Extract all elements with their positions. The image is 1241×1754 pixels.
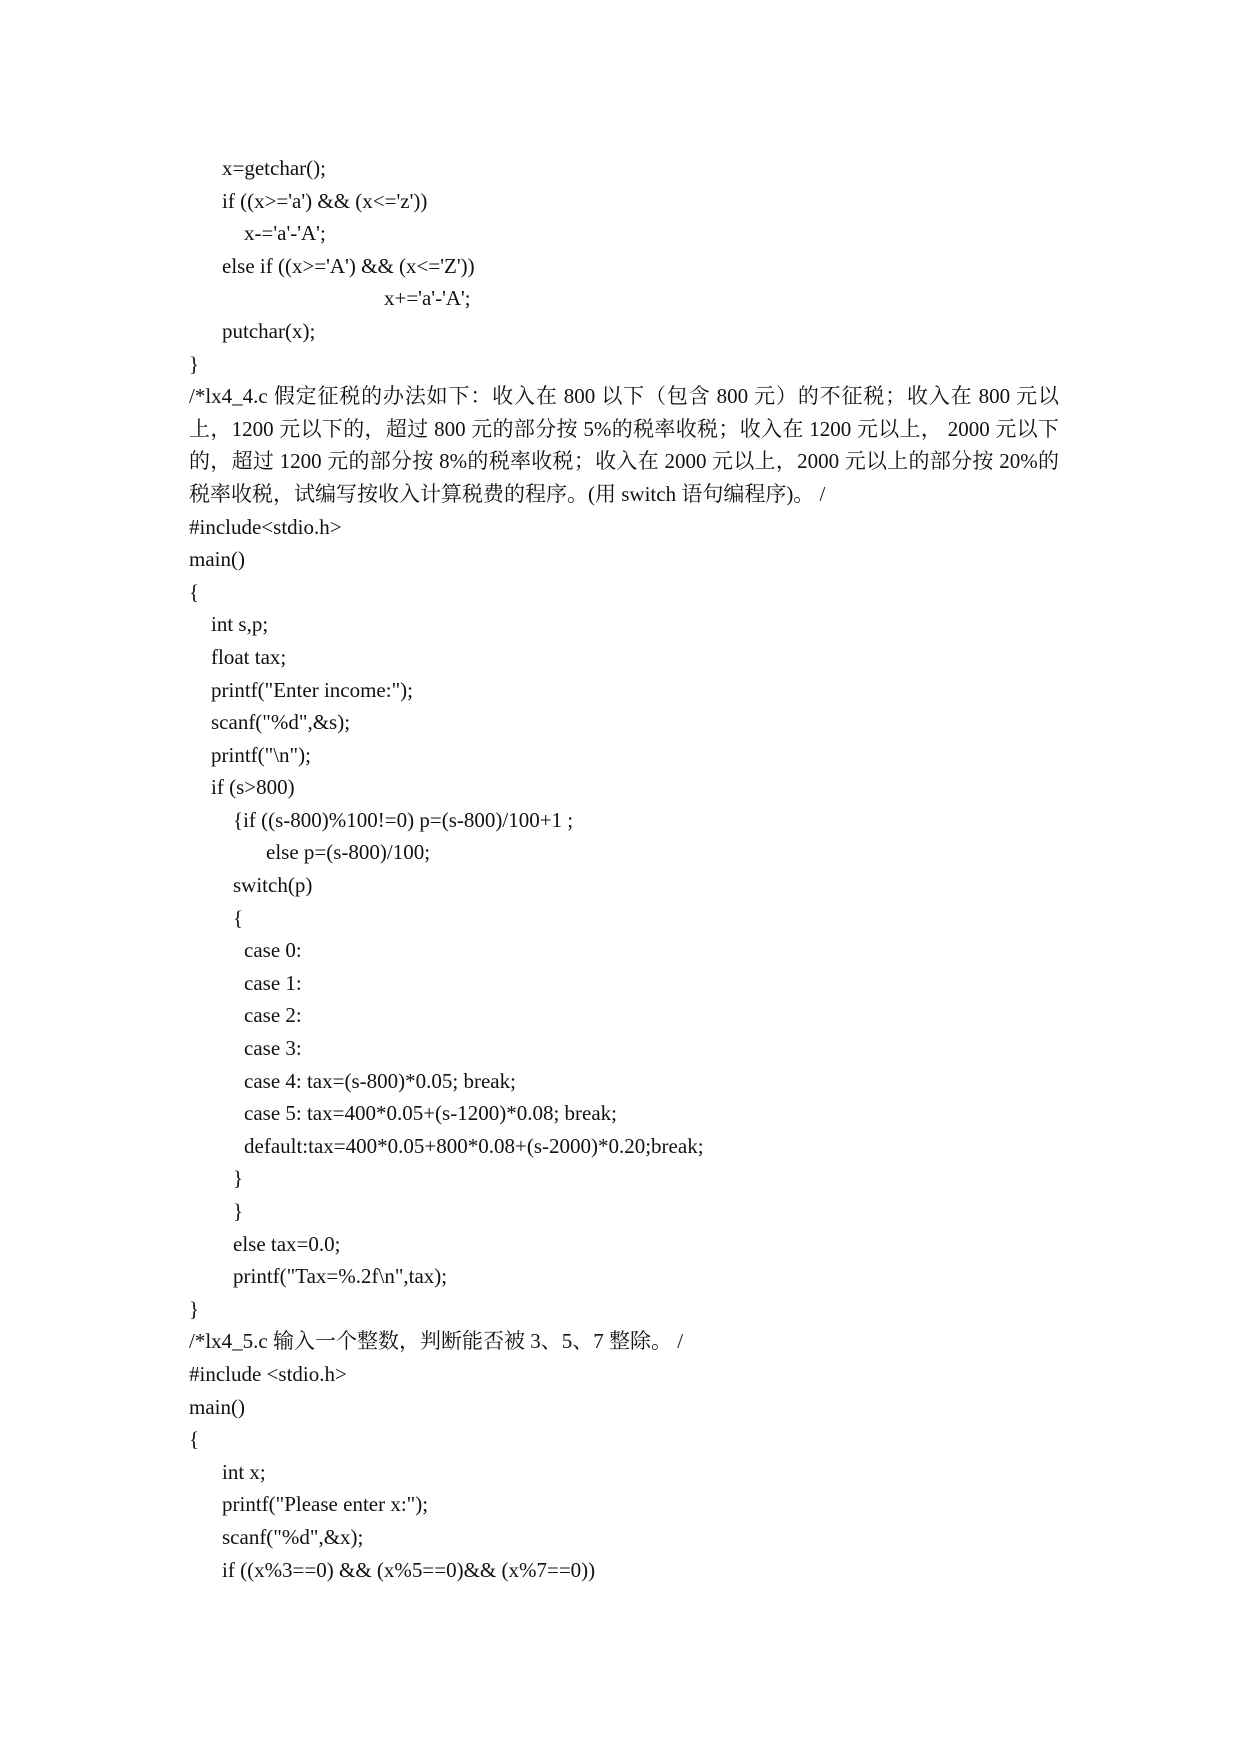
code-line: case 1:	[244, 970, 302, 995]
exercise-description-lx4-4: /*lx4_4.c 假定征税的办法如下：收入在 800 以下（包含 800 元）的不征税；收入在 800 元以上，1200 元以下的，超过 800 元的部分按 5%的税率收税；收入在 1200 元以上， 2000 元以下的，超过 1200 元的部分按 8%的税率收税；收入在 2000 元以上，2000 元以上的部分按 20%的税率收税，试编写按收入计算税费的程序。(用 switch 语句编程序)。 /	[189, 384, 1059, 506]
code-line: if ((x%3==0) && (x%5==0)&& (x%7==0))	[222, 1557, 596, 1582]
code-line: else p=(s-800)/100;	[266, 840, 431, 865]
code-line: {if ((s-800)%100!=0) p=(s-800)/100+1 ;	[233, 807, 574, 832]
code-line: main()	[189, 1394, 245, 1419]
code-line: int s,p;	[211, 612, 269, 637]
code-line: {	[189, 1427, 200, 1452]
code-line: {	[233, 905, 244, 930]
code-line: printf("Enter income:");	[211, 677, 413, 702]
code-line: if (s>800)	[211, 775, 295, 800]
code-line: x+='a'-'A';	[384, 286, 471, 311]
code-line: main()	[189, 547, 245, 572]
code-line: scanf("%d",&x);	[222, 1524, 364, 1549]
code-line: default:tax=400*0.05+800*0.08+(s-2000)*0.20;break;	[244, 1133, 704, 1158]
code-line: }	[189, 351, 200, 376]
code-line: else tax=0.0;	[233, 1231, 341, 1256]
exercise-description-lx4-5: /*lx4_5.c 输入一个整数，判断能否被 3、5、7 整除。 /	[189, 1329, 684, 1354]
code-line: if ((x>='a') && (x<='z'))	[222, 188, 428, 213]
code-line: printf("Please enter x:");	[222, 1492, 429, 1517]
code-line: case 0:	[244, 938, 302, 963]
code-line: float tax;	[211, 644, 287, 669]
code-line: putchar(x);	[222, 318, 316, 343]
code-line: switch(p)	[233, 873, 313, 898]
code-line: #include <stdio.h>	[189, 1361, 347, 1386]
code-line: case 3:	[244, 1036, 302, 1061]
code-line: {	[189, 579, 200, 604]
code-line: case 2:	[244, 1003, 302, 1028]
code-line: x-='a'-'A';	[244, 221, 326, 246]
code-listing	[189, 152, 1059, 1586]
code-line: x=getchar();	[222, 156, 326, 180]
code-line: int x;	[222, 1459, 266, 1484]
code-line: scanf("%d",&s);	[211, 710, 351, 735]
code-line: else if ((x>='A') && (x<='Z'))	[222, 253, 475, 278]
code-line: case 4: tax=(s-800)*0.05; break;	[244, 1068, 516, 1093]
code-line: printf("\n");	[211, 742, 311, 767]
code-line: #include<stdio.h>	[189, 514, 342, 539]
code-line: }	[233, 1199, 244, 1223]
code-line: printf("Tax=%.2f\n",tax);	[233, 1264, 448, 1289]
code-line: }	[189, 1296, 200, 1321]
code-line: case 5: tax=400*0.05+(s-1200)*0.08; break;	[244, 1101, 618, 1126]
code-line: }	[233, 1166, 244, 1191]
